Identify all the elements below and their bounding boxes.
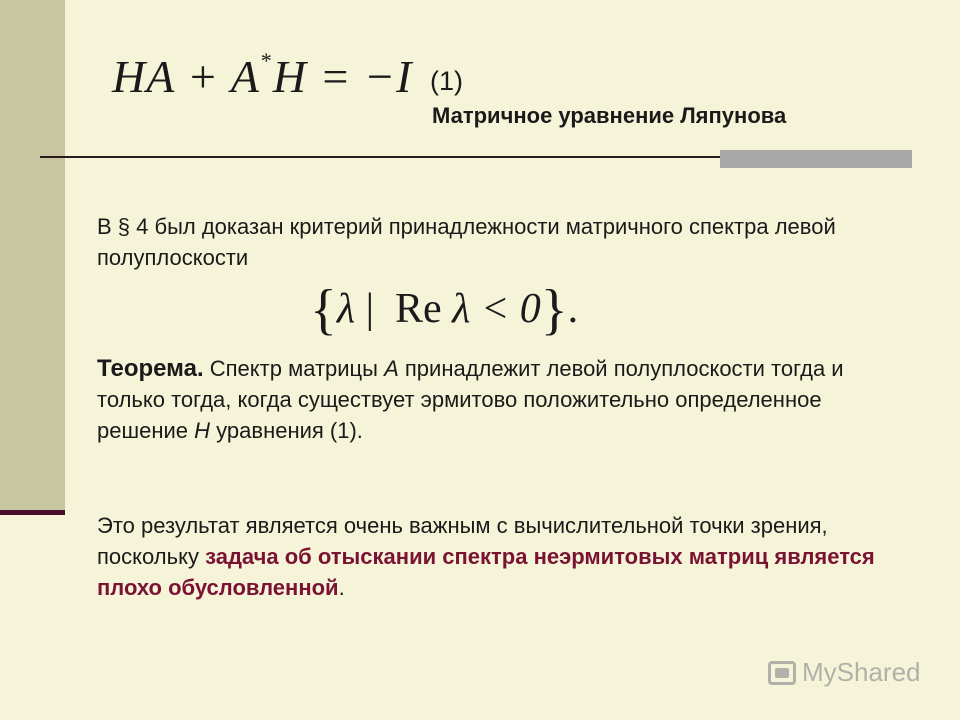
set-open-brace: { [310, 279, 337, 341]
theorem-text-end: уравнения (1). [210, 418, 363, 443]
equation-lhs: HA + A [112, 51, 260, 102]
set-variable: λ [336, 286, 356, 332]
header-divider-accent [720, 150, 912, 168]
set-bar: | [365, 286, 375, 332]
set-period: . [567, 286, 579, 332]
set-close-brace: } [540, 279, 568, 341]
watermark [768, 657, 921, 688]
theorem-text-middle: принадлежит левой полуплоскости тогда и только тогда, когда существует эрмитово положительно определенное решение [97, 356, 844, 443]
matrix-a: A [384, 356, 399, 381]
left-decorative-band [0, 0, 65, 512]
matrix-h: H [194, 418, 211, 443]
intro-paragraph: В § 4 был доказан критерий принадлежности матричного спектра левой полуплоскости [97, 214, 836, 270]
left-band-divider [0, 510, 65, 515]
conclusion-text-start: Это результат является очень важным с вычислительной точки зрения, поскольку [97, 513, 828, 569]
real-part-operator: Re [395, 286, 442, 332]
conjugate-star: * [260, 48, 273, 73]
equation-number: (1) [430, 66, 463, 96]
conclusion-paragraph [97, 510, 897, 603]
conclusion-text-end: . [338, 575, 345, 600]
theorem-text-start: Спектр матрицы [203, 356, 385, 381]
presentation-icon [768, 661, 796, 685]
conclusion-highlight: задача об отыскании спектра неэрмитовых матриц является плохо обусловленной [97, 544, 875, 600]
theorem-paragraph [97, 353, 897, 446]
equation-title: Матричное уравнение Ляпунова [432, 103, 787, 128]
lyapunov-equation [112, 48, 412, 103]
theorem-label: Теорема. [97, 355, 204, 382]
set-condition: λ < 0 [452, 286, 541, 332]
equation-rhs: H = −I [272, 51, 413, 102]
watermark-text: MyShared [802, 657, 921, 687]
left-half-plane-set [310, 278, 578, 342]
